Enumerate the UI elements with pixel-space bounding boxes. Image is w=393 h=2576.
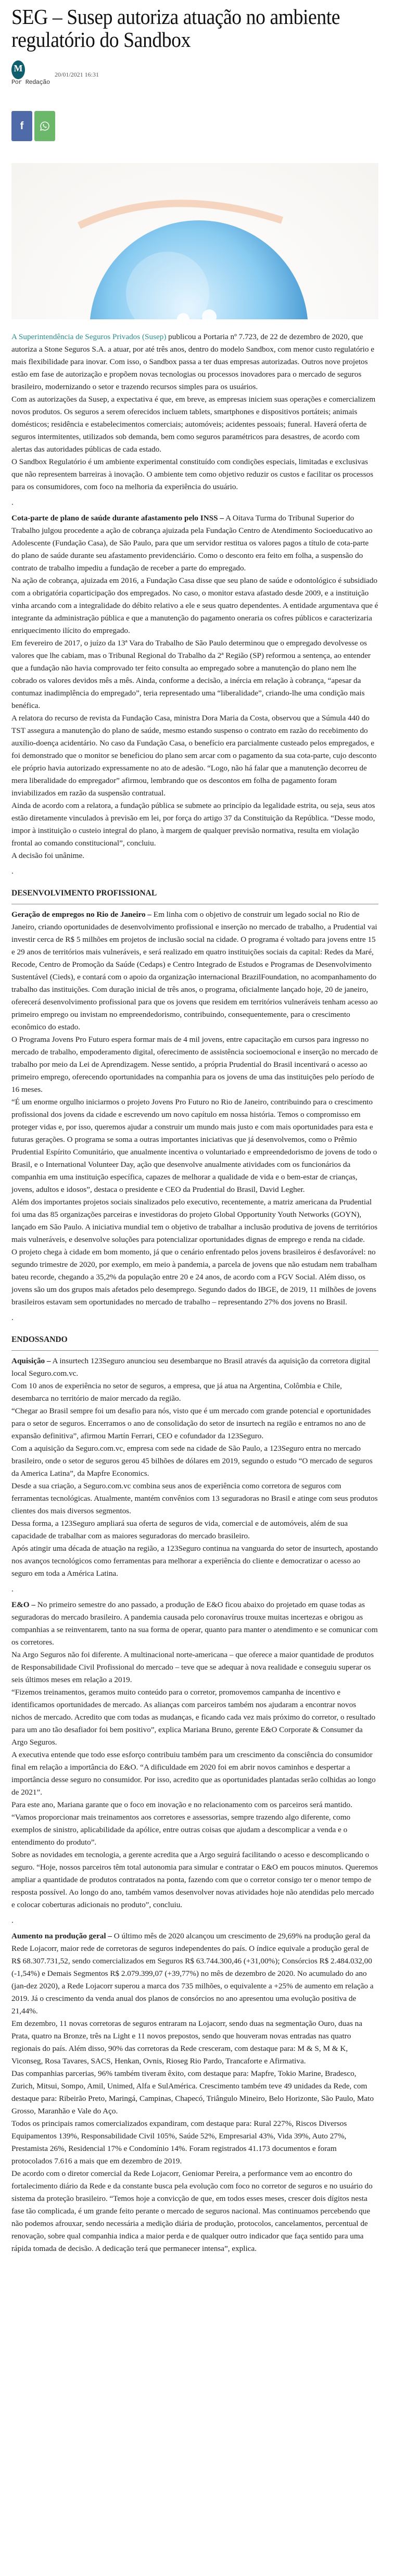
paragraph-text: A Oitava Turma do Tribunal Superior do Trabalho julgou procedente a ação de cobrança ajuizada pela Fundação Centro de Atendimento Socioeducativo ao Adolescente (Fundação Casa), de São Paulo, para que um servidor restitua os valores pagos a título de cota-parte do plano de saúde durante seu afastamento previdenciário. Como o desconto era feito em folha, a suspensão do contrato de trabalho impediu a fundação de receber a parte do empregado.: [11, 514, 373, 573]
share-buttons: [11, 111, 378, 141]
paragraph-text: Desde a sua criação, a Seguro.com.vc combina seus anos de experiência como corretora de seguros com ferramentas tecnológicas. Atualmente, mantém convênios com 13 seguradoras no Brasil e atinge com seus produtos clientes dos mais diversos segmentos.: [11, 1482, 378, 1515]
paragraph: [11, 1034, 378, 1096]
separator: .: [11, 498, 14, 507]
paragraph-text: publicou a Portaria nº 7.723, de 22 de dezembro de 2020, que autoriza a Stone Seguros S.A. a atuar, por até três anos, dentro do modelo Sandbox, com menor custo regulatório e mais flexibilidade para inovar. Com isso, o Sandbox passa a ter duas empresas autorizadas. Outros nove projetos estão em fase de autorização e propõem novas tecnologias ou processos inovadores para o mercado de seguros brasileiro, modernizando o setor e trazendo recursos simples para os usuários.: [11, 332, 374, 391]
paragraph-text: O projeto chega à cidade em bom momento, já que o cenário enfrentado pelos jovens brasileiros é desfavorável: no segundo trimestre de 2020, por exemplo, em meio à pandemia, a parcela de jovens que não estudam nem trabalham bateu recorde, chegando a 35,2% da população entre 20 e 24 anos, de acordo com a FGV Social. Além disso, os jovens são um dos grupos mais afetados pelo desemprego. Segundo dados do IBGE, de 2019, 11 milhões de jovens brasileiros estavam sem oportunidades no mercado de trabalho – representando 27% dos jovens no Brasil.: [11, 1248, 377, 1306]
paragraph: [11, 1686, 378, 1749]
facebook-icon: f: [20, 120, 24, 132]
paragraph-text: Com 10 anos de experiência no setor de seguros, a empresa, que já atua na Argentina, Colômbia e Chile, desembarca no território de maior mercado da região.: [11, 1382, 342, 1403]
paragraph-lead: Cota-parte de plano de saúde durante afastamento pelo INSS –: [11, 514, 224, 522]
paragraph-text: O último mês de 2020 alcançou um crescimento de 29,69% na produção geral da Rede Lojacorr, maior rede de corretoras de seguros independentes do país. O índice equivale a produção geral de R$ 68.307.731,52, sendo comercializados em Seguros R$ 63.744.300,46 (+31,00%); Consórcios R$ 2.484.032,00 (-1,54%) e Demais Segmentos R$ 2.079.399,07 (+39,77%) no mês de dezembro de 2020. No acumulado do ano (jan-dez 2020), a Rede Lojacorr superou a marca dos 735 milhões, o equivalente a +25% de aumento em relação a 2019. Já o crescimento da venda anual dos planos de consórcios no ano apresentou uma evolução positiva de 21,44%.: [11, 1932, 374, 2015]
paragraph: [11, 2168, 378, 2255]
paragraph-text: Das companhias parcerias, 96% também tiveram êxito, com destaque para: Mapfre, Tokio Marine, Bradesco, Zurich, Mitsui, Sompo, Amil, Unimed, Alfa e SulAmérica. Crescimento também teve 49 unidades da Rede, com destaque para: Ribeirão Preto, Maringá, Campinas, Chapecó, Triângulo Mineiro, Belo Horizonte, São Paulo, Mato Grosso, Maranhão e Vale do Aço.: [11, 2069, 374, 2115]
paragraph: [11, 1542, 378, 1580]
paragraph-lead: E&O –: [11, 1600, 35, 1609]
page-title: SEG – Susep autoriza atuação no ambiente regulatório do Sandbox: [11, 5, 340, 52]
byline: [11, 60, 378, 97]
paragraph-text: A executiva entende que todo esse esforço contribuiu também para um crescimento da consciência do consumidor final em relação a importância do E&O. “A dificuldade em 2020 foi em abrir novos caminhos e despertar a importância desse seguro no consumidor. Por isso, acredito que as oportunidades plantadas serão colhidas ao longo de 2021”.: [11, 1750, 376, 1797]
paragraph: [11, 909, 378, 1034]
author-name[interactable]: Por Redação: [11, 79, 50, 86]
article-page: [0, 5, 393, 2255]
paragraph-lead: Geração de empregos no Rio de Janeiro –: [11, 910, 151, 919]
whatsapp-share-button[interactable]: [34, 111, 55, 141]
paragraph: [11, 2018, 378, 2068]
separator: .: [11, 867, 14, 876]
paragraph: [11, 1517, 378, 1542]
paragraph-lead: Aquisição –: [11, 1357, 51, 1365]
paragraph-lead: Aumento na produção geral –: [11, 1932, 112, 1940]
paragraph-text: Sobre as novidades em tecnologia, a gerente acredita que a Argo seguirá facilitando o acesso e descomplicando o seguro. “Hoje, nossos parceiros têm total autonomia para simular e contratar o E&O em poucos minutos. Queremos ampliar a quantidade de produtos contratados na ponta, fazendo com que o corretor consigo ter o menor tempo de resposta possível. Ao longo do ano, também vamos desenvolver novas atividades hoje não atendidas pelo mercado e colocar coberturas adicionais no produto”, concluiu.: [11, 1850, 378, 1909]
article-body: [11, 331, 378, 2255]
paragraph: [11, 1246, 378, 1309]
paragraph: [11, 1196, 378, 1246]
paragraph: [11, 1799, 378, 1849]
paragraph-text: De acordo com o diretor comercial da Rede Lojacorr, Geniomar Pereira, a performance vem ao encontro do fortalecimento diário da Rede e da constante busca pela evolução com foco no corretor de seguros e no usuário do sistema da proteção brasileiro. “Temos hoje a convicção de que, em todos esses meses, crescer dois dígitos nesta fase tão complicada, é um grande feito perante o mercado de seguros nacional. Mas continuamos percebendo que não podemos afrouxar, sendo necessária a medição diária de produção, protocolos, cancelamentos, percentual de renovação, sobre qual companhia indica a maior perda e de qualquer outro indicador que faça sentido para uma rápida tomada de decisão. A dedicação terá que permanecer intensa”, explica.: [11, 2169, 373, 2253]
paragraph-text: Na ação de cobrança, ajuizada em 2016, a Fundação Casa disse que seu plano de saúde e odontológico é subsidiado com a obrigatória coparticipação dos empregados. No caso, o monitor estava afastado desde 2009, e a instituição vinha arcando com a integralidade do débito relativo a ele e seus quatro dependentes. A entidade argumentava que é integrante da administração pública e que a manutenção do pagamento oneraria os cofres públicos e caracterizaria enriquecimento ilícito do empregado.: [11, 576, 378, 635]
paragraph-text: Em dezembro, 11 novas corretoras de seguros entraram na Lojacorr, sendo duas na segmentação Ouro, duas na Prata, quatro na Bronze, três na Light e 11 novos prepostos, sendo que houveram novas entradas nas quatro regionais do país. Além disso, 90% das corretoras da Rede cresceram, com destaque para: M & S, M & K, Viconseg, Rosa Tavares, SACS, Henkan, Ovnis, Rioseg Rio Pardo, Trancaforte e Afirmativa.: [11, 2019, 363, 2065]
paragraph-text: No primeiro semestre do ano passado, a produção de E&O ficou abaixo do projetado em quase todas as seguradoras do mercado brasileiro. A pandemia causada pelo coronavírus trouxe muitas incertezas e obrigou as companhias a se reinventarem, tanto na sua forma de operar, quanto para manter o atendimento e se comunicar com os corretores.: [11, 1600, 378, 1647]
paragraph: [11, 331, 378, 393]
separator: .: [11, 1313, 14, 1322]
paragraph-text: Em fevereiro de 2017, o juízo da 13ª Vara do Trabalho de São Paulo determinou que o empregado devolvesse os valores que lhe cabiam, mas o Tribunal Regional do Trabalho da 2ª Região (SP) reformou a sentença, ao entender que a fundação não havia comprovado ter feito consulta ao empregado sobre a manutenção do plano nem lhe cobrado os valores devidos mês a mês. Ainda, conforme a decisão, a inércia em relação à cobrança, “apesar da contumaz inadimplência do empregado”, teria representado uma “liberalidade”, criando-lhe uma condição mais benéfica.: [11, 639, 371, 710]
paragraph: [11, 512, 378, 575]
paragraph-text: Em linha com o objetivo de construir um legado social no Rio de Janeiro, criando oportunidades de desenvolvimento profissional e inserção no mercado de trabalho, a Prudential vai investir cerca de R$ 5 milhões em projetos de inclusão social na cidade. O programa é voltado para jovens entre 15 e 29 anos de territórios mais vulneráveis, e será realizado em quatro instituições sociais da capital: Redes da Maré, Recode, Centro de Promoção da Saúde (Cedaps) e Centro Integrado de Estudos e Programas de Desenvolvimento Sustentável (Cieds), e contará com o apoio da organização internacional BrazilFoundation, no acompanhamento do trabalho das instituições. Com duração inicial de três anos, o programa, oficialmente lançado hoje, 20 de janeiro, oferecerá desenvolvimento profissional para que os jovens que residem em territórios vulneráveis tenham acesso ao primeiro emprego ou invistam no empreendedorismo, contribuindo, consequentemente, para o crescimento econômico do estado.: [11, 910, 378, 1031]
paragraph-text: O Programa Jovens Pro Futuro espera formar mais de 4 mil jovens, entre capacitação em cursos para ingresso no mercado de trabalho, empoderamento digital, oferecimento de assistência socioemocional e inserção no mercado de trabalho por meio da Lei de Aprendizagem. Nesse sentido, a própria Prudential do Brasil incentivará o acesso ao primeiro emprego, oferecendo oportunidades na companhia para os jovens de uma das instituições pelo período de 16 meses.: [11, 1035, 378, 1094]
paragraph: [11, 1749, 378, 1799]
paragraph: [11, 712, 378, 800]
paragraph: [11, 1380, 378, 1405]
paragraph-text: O Sandbox Regulatório é um ambiente experimental constituído com condições especiais, limitadas e exclusivas que não representem barreiras à inovação. O ambiente tem como objetivo reduzir os custos e facilitar os processos para os consumidores, com foco na melhoria da experiência do usuário.: [11, 457, 373, 491]
paragraph: [11, 637, 378, 712]
paragraph-text: A insurtech 123Seguro anunciou seu desembarque no Brasil através da aquisição da corretora digital local Seguro.com.vc.: [11, 1357, 371, 1378]
paragraph-text: “É um enorme orgulho iniciarmos o projeto Jovens Pro Futuro no Rio de Janeiro, contribuindo para o crescimento profissional dos jovens da cidade e escrevendo um novo capítulo em nossa história. Temos o compromisso em proteger vidas e, por isso, queremos ajudar a construir um mundo mais justo e com mais oportunidades para esta e futuras gerações. O programa se soma a outras importantes iniciativas que já desenvolvemos, como o Prêmio Prudential Espírito Comunitário, que anualmente incentiva o voluntariado e empreendedorismo de jovens de todo o Brasil, e o International Volunteer Day, ação que desenvolve anualmente atividades com os funcionários da companhia em uma instituição específica, capazes de melhorar a qualidade de vida e o bem-estar de crianças, jovens, adultos e idosos”, destaca o presidente e CEO da Prudential do Brasil, David Legher.: [11, 1098, 377, 1194]
paragraph-text: Para este ano, Mariana garante que o foco em inovação e no relacionamento com os parceiros será mantido. “Vamos proporcionar mais treinamentos aos corretores e assessorias, sempre trazendo algo diferente, como exemplos de sinistro, aplicabilidade da apólice, entre outras coisas que ajudam a descomplicar a venda e o entendimento do produto”.: [11, 1800, 352, 1847]
paragraph: [11, 1096, 378, 1196]
section-heading: DESENVOLVIMENTO PROFISSIONAL: [11, 887, 378, 904]
paragraph: [11, 1442, 378, 1480]
hero-image: [11, 163, 378, 319]
paragraph-text: Na Argo Seguros não foi diferente. A multinacional norte-americana – que oferece a maior quantidade de produtos de Responsabilidade Civil Profissional do mercado – teve que se adequar à nova realidade e conseguiu superar os seis últimos meses em relação a 2019.: [11, 1650, 374, 1684]
paragraph: [11, 1849, 378, 1911]
separator: .: [11, 1585, 14, 1594]
paragraph: [11, 2118, 378, 2168]
paragraph-text: A decisão foi unânime.: [11, 851, 85, 860]
paragraph: [11, 1405, 378, 1442]
paragraph: [11, 1480, 378, 1517]
paragraph: [11, 1930, 378, 2018]
paragraph-text: Dessa forma, a 123Seguro ampliará sua oferta de seguros de vida, comercial e de automóveis, além de sua capacidade de trabalhar com as maiores seguradoras do mercado brasileiro.: [11, 1519, 348, 1540]
whatsapp-icon: [40, 121, 50, 131]
paragraph-text: A relatora do recurso de revista da Fundação Casa, ministra Dora Maria da Costa, observou que a Súmula 440 do TST assegura a manutenção do plano de saúde, mesmo estando suspenso o contrato em razão do recebimento do auxílio-doença acidentário. No caso da Fundação Casa, o benefício era parcialmente custeado pelos empregados, e foi demonstrado que o monitor se beneficiou do plano sem arcar com o pagamento da sua cota-parte, cujo desconto ele próprio havia autorizado expressamente no ato de adesão. “Logo, não há falar que a manutenção decorreu de mera liberalidade do empregador” afirmou, lembrando que os descontos em folha de pagamento foram inviabilizados em razão da suspensão contratual.: [11, 714, 377, 798]
paragraph-text: “Fizemos treinamentos, geramos muito conteúdo para o corretor, promovemos campanha de incentivo e identificamos oportunidades de mercado. As alianças com parceiros também nos ajudaram a encontrar novos nichos de mercado. Acredito que com todas as mudanças, e ficando cada vez mais próximo do corretor, o resultado para um ano tão desafiador foi bem positivo”, explica Mariana Bruno, gerente E&O Corporate & Consumer da Argo Seguros.: [11, 1688, 376, 1747]
paragraph-text: Ainda de acordo com a relatora, a fundação pública se submete ao princípio da legalidade estrita, ou seja, seus atos estão diretamente vinculados à previsão em lei, por força do artigo 37 da Constituição da República. “Desse modo, impor à instituição o custeio integral do plano, à margem de qualquer previsão normativa, resulta em violação frontal ao comando constitucional”, concluiu.: [11, 801, 375, 848]
paragraph: [11, 850, 378, 862]
paragraph: [11, 1599, 378, 1649]
paragraph: [11, 1355, 378, 1380]
paragraph: [11, 800, 378, 850]
separator: .: [11, 1916, 14, 1925]
paragraph-text: Com as autorizações da Susep, a expectativa é que, em breve, as empresas iniciem suas operações e comercializem novos produtos. Os seguros a serem oferecidos incluem tablets, smartphones e dispositivos portáteis; animais domésticos; residência e estabelecimentos comerciais; automóveis; acidentes pessoais; funeral. Haverá oferta de seguros intermitentes, utilizados sob demanda, bem como seguros paramétricos para desastres, de acordo com alertas das autoridades públicas de cada estado.: [11, 395, 376, 454]
publish-date: 20/01/2021 16:31: [55, 71, 99, 78]
facebook-share-button[interactable]: [11, 111, 32, 141]
paragraph-text: Além dos importantes projetos sociais sinalizados pelo executivo, recentemente, a matriz americana da Prudential foi uma das 85 organizações parceiras e investidoras do projeto Global Opportunity Youth Networks (GOYN), lançado em São Paulo. A iniciativa mundial tem o objetivo de trabalhar a inclusão produtiva de jovens de territórios mais vulneráveis, e desenvolve soluções para potencializar oportunidades dignas de emprego e renda na cidade.: [11, 1198, 378, 1244]
paragraph: [11, 456, 378, 493]
paragraph: [11, 575, 378, 637]
paragraph: [11, 393, 378, 456]
susep-link[interactable]: A Superintendência de Seguros Privados (Susep): [11, 332, 167, 341]
paragraph: [11, 2068, 378, 2118]
section-heading: ENDOSSANDO: [11, 1334, 378, 1351]
paragraph-text: “Chegar ao Brasil sempre foi um desafio para nós, visto que é um mercado com grande potencial e oportunidades para o setor de seguros. Encerramos o ano de consolidação do setor de insurtech na região e entramos no ano de expansão definitiva”, afirmou Martín Ferrari, CEO e cofundador da 123Seguro.: [11, 1407, 371, 1440]
author-avatar[interactable]: M: [11, 60, 25, 79]
paragraph-text: Com a aquisição da Seguro.com.vc, empresa com sede na cidade de São Paulo, a 123Seguro entra no mercado brasileiro, onde o setor de seguros gerou 45 bilhões de dólares em 2019, segundo o estudo “O mercado de seguros da America Latina”, da Mapfre Economics.: [11, 1444, 373, 1478]
paragraph-text: Todos os principais ramos comercializados expandiram, com destaque para: Rural 227%, Riscos Diversos Equipamentos 139%, Responsabilidade Civil 105%, Saúde 52%, Empresarial 43%, Vida 39%, Auto 27%, Prestamista 26%, Residencial 17% e Condomínio 14%. Foram registrados 41.173 documentos e foram protocolados 7.616 a mais que em dezembro de 2019.: [11, 2119, 347, 2166]
paragraph: [11, 1649, 378, 1686]
paragraph-text: Após atingir uma década de atuação na região, a 123Seguro continua na vanguarda do setor de insurtech, apostando nos avanços tecnológicos como ferramentas para melhorar a experiência do cliente e democratizar o acesso ao seguro em toda a América Latina.: [11, 1544, 378, 1578]
